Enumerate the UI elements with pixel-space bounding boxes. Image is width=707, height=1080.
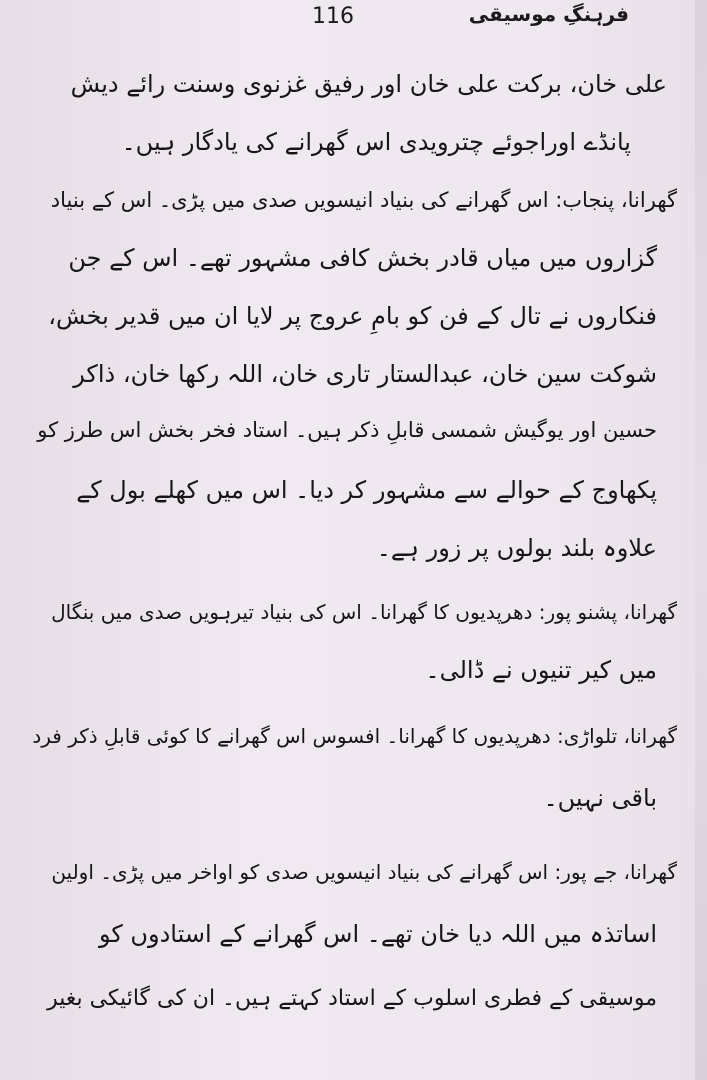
- text-line-1: علی خان، برکت علی خان اور رفیق غزنوی وسنت رائے دیش: [70, 70, 667, 98]
- page-header: [0, 0, 707, 40]
- entry-punjab-line-7: علاوہ بلند بولوں پر زور ہے۔: [376, 534, 657, 562]
- running-title: فرہنگِ موسیقی: [468, 2, 629, 26]
- page-edge-shadow: [695, 0, 707, 1080]
- entry-talwari-line-2: باقی نہیں۔: [543, 784, 657, 812]
- entry-jaipur-line-3: موسیقی کے فطری اسلوب کے استاد کہتے ہیں۔ ان کی گائیکی بغیر: [47, 986, 657, 1011]
- entry-jaipur-line-2: اساتذہ میں اللہ دیا خان تھے۔ اس گھرانے کے استادوں کو: [98, 920, 657, 948]
- entry-punjab-line-4: شوکت سین خان، عبدالستار تاری خان، اللہ رکھا خان، ذاکر: [73, 360, 657, 388]
- text-line-2: پانڈے اوراجوئے چترویدی اس گھرانے کی یادگار ہیں۔: [121, 128, 631, 156]
- entry-punjab-line-5: حسین اور یوگیش شمسی قابلِ ذکر ہیں۔ استاد فخر بخش اس طرز کو: [37, 418, 657, 442]
- entry-punjab-line-1: گھرانا، پنجاب: اس گھرانے کی بنیاد انیسویں صدی میں پڑی۔ اس کے بنیاد: [50, 188, 677, 212]
- entry-punjab-line-2: گزاروں میں میاں قادر بخش کافی مشہور تھے۔ اس کے جن: [68, 244, 657, 272]
- entry-pashnopur-line-1: گھرانا، پشنو پور: دھرپدیوں کا گھرانا۔ اس کی بنیاد تیرہویں صدی میں بنگال: [51, 600, 677, 624]
- entry-talwari-line-1: گھرانا، تلواڑی: دھرپدیوں کا گھرانا۔ افسوس اس گھرانے کا کوئی قابلِ ذکر فرد: [32, 724, 677, 748]
- entry-pashnopur-line-2: میں کیر تنیوں نے ڈالی۔: [425, 656, 657, 684]
- page-number: 116: [312, 4, 354, 29]
- entry-punjab-line-6: پکھاوج کے حوالے سے مشہور کر دیا۔ اس میں کھلے بول کے: [76, 476, 657, 504]
- entry-punjab-line-3: فنکاروں نے تال کے فن کو بامِ عروج پر لایا ان میں قدیر بخش،: [48, 302, 657, 330]
- entry-jaipur-line-1: گھرانا، جے پور: اس گھرانے کی بنیاد انیسویں صدی کو اواخر میں پڑی۔ اولین: [51, 860, 677, 884]
